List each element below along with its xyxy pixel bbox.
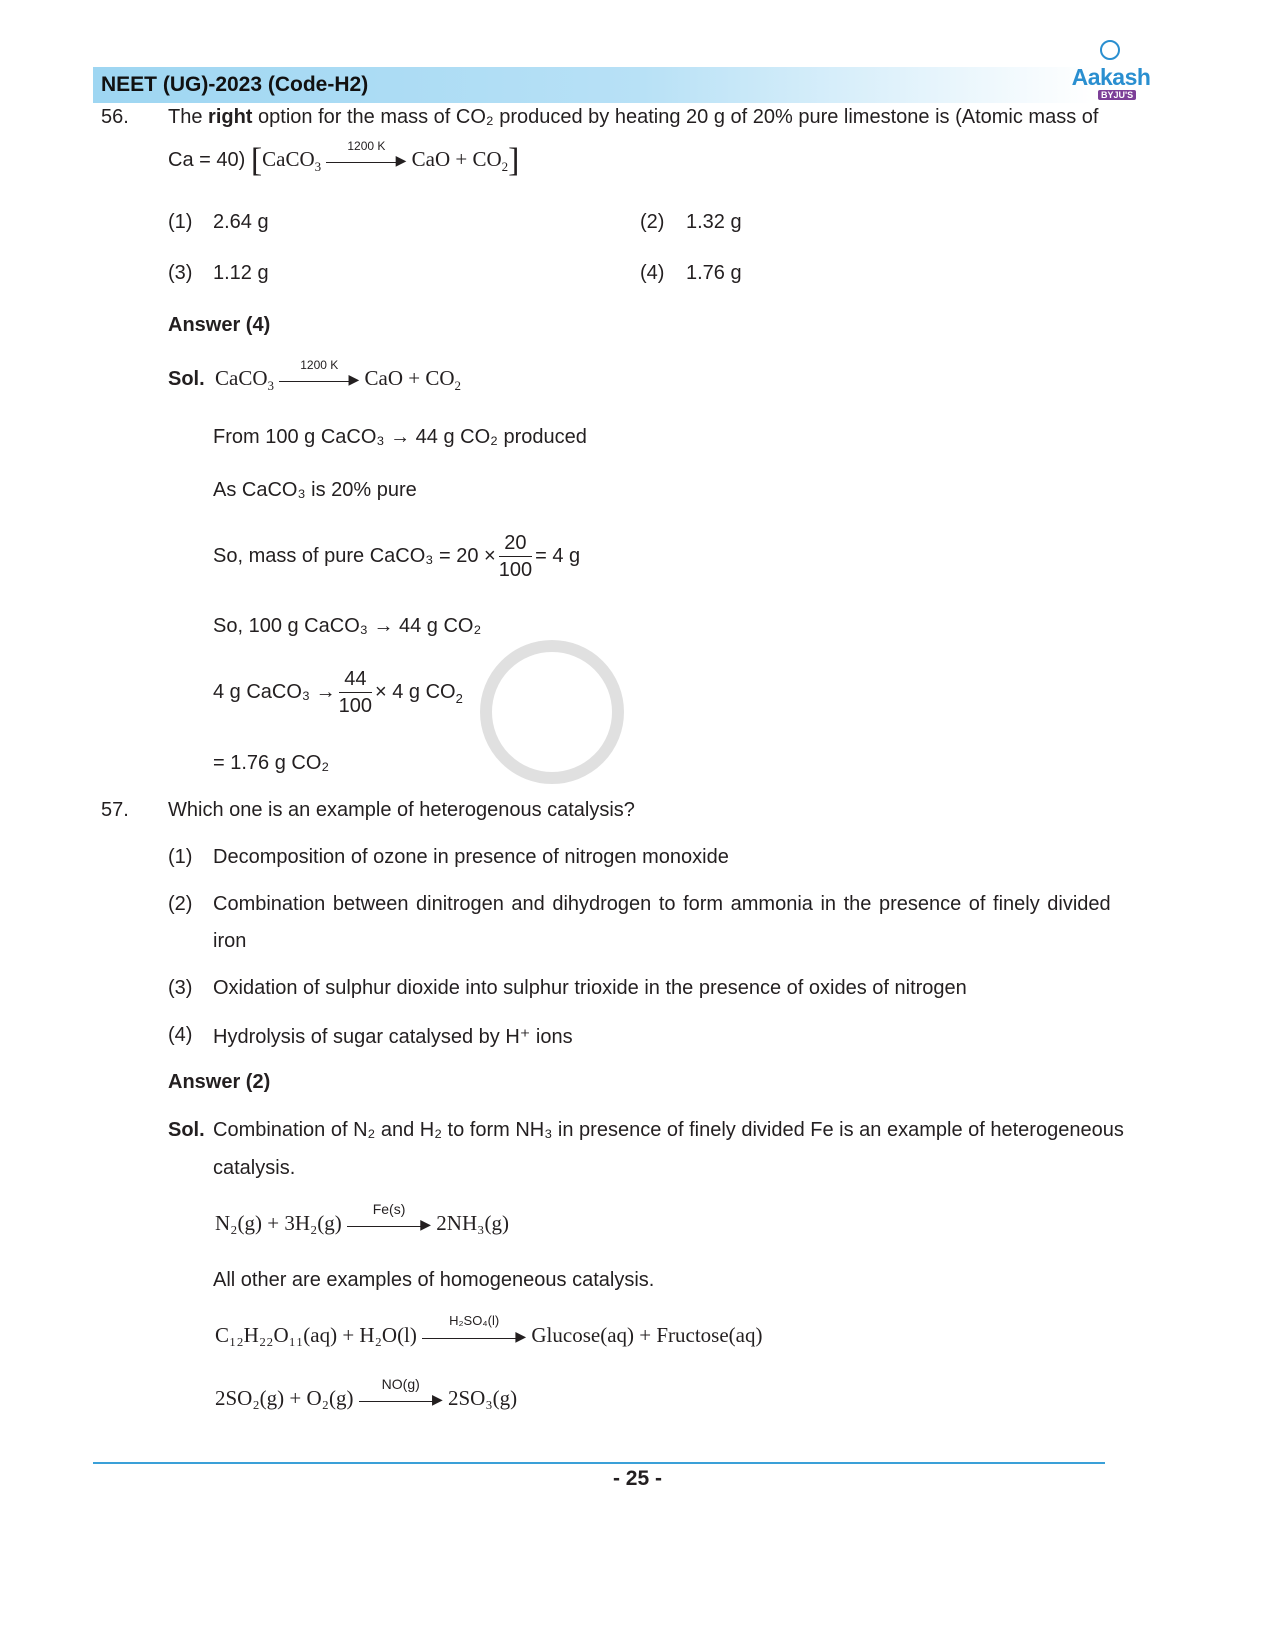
option-2-text-cont: iron (213, 930, 247, 952)
eq-reactant-sub: 3 (314, 159, 322, 175)
solution-text-cont: catalysis. (213, 1157, 296, 1179)
arrow-condition: 1200 K (347, 139, 386, 154)
sol-l3-result: = 4 g (535, 545, 581, 567)
option-3-text: 1.12 g (213, 262, 269, 284)
option-2: (2) (168, 893, 193, 915)
option-2-text: Combination between dinitrogen and dihydrogen to form ammonia in the presence of finely divided (213, 893, 1111, 915)
option-3-text: Oxidation of sulphur dioxide into sulphur trioxide in the presence of oxides of nitrogen (213, 977, 967, 999)
sol-l5-post: × 4 g CO (375, 681, 456, 703)
eq1-right: 2NH₃(g) (436, 1211, 509, 1235)
watermark-emblem-icon (480, 640, 624, 784)
fraction (499, 530, 532, 583)
solution-line-3 (213, 530, 580, 583)
equation-ammonia (215, 1201, 509, 1236)
page-number: - 25 - (612, 1467, 662, 1490)
question-text-bold: right (208, 106, 253, 128)
sol-reaction-arrow: 1200 K ▶ (279, 370, 359, 390)
fraction-denominator: 100 (498, 559, 533, 581)
solution-text: Combination of N₂ and H₂ to form NH₃ in presence of finely divided Fe is an example of heterogeneous (213, 1119, 1124, 1141)
eq3-arrow: NO(g) ▶ (359, 1390, 443, 1410)
solution-equation (215, 358, 462, 394)
question-text-pre: The (168, 106, 209, 128)
question-equation-line (168, 139, 520, 180)
solution-label: Sol. (168, 368, 205, 390)
question-number: 57. (101, 799, 129, 821)
solution-line-5 (213, 666, 463, 719)
answer-label: Answer (4) (168, 314, 271, 336)
option-3: (3) (168, 262, 193, 284)
eq1-left: N₂(g) + 3H₂(g) (215, 1211, 342, 1235)
reaction-arrow: 1200 K ▶ (326, 151, 406, 171)
sol-eq-reactant: CaCO (215, 366, 268, 390)
fraction-numerator: 44 (339, 666, 372, 693)
fraction (339, 666, 372, 719)
logo-text: Aakash (1071, 64, 1151, 90)
eq2-left: C₁₂H₂₂O₁₁(aq) + H₂O(l) (215, 1323, 417, 1347)
eq2-arrow: H₂SO₄(l) ▶ (422, 1327, 526, 1347)
fraction-numerator: 20 (499, 530, 532, 557)
option-4: (4) (640, 262, 665, 284)
option-2-text: 1.32 g (686, 211, 742, 233)
eq3-condition: NO(g) (381, 1376, 420, 1393)
option-3: (3) (168, 977, 193, 999)
solution-line-1: From 100 g CaCO₃ → 44 g CO₂ produced (213, 426, 587, 448)
answer-label: Answer (2) (168, 1071, 271, 1093)
sol-l5-pre: 4 g CaCO₃ → (213, 681, 336, 703)
equation-sucrose (215, 1313, 763, 1348)
sol-l5-sub: 2 (455, 690, 463, 706)
sol-eq-products: CaO + CO (364, 366, 455, 390)
option-1 (168, 211, 192, 234)
option-1-text: Decomposition of ozone in presence of nitrogen monoxide (213, 846, 729, 868)
sol-eq-products-sub: 2 (454, 378, 462, 394)
fraction-denominator: 100 (338, 695, 373, 717)
eq2-right: Glucose(aq) + Fructose(aq) (531, 1323, 763, 1347)
logo-sub: BYJU'S (1098, 90, 1136, 100)
eq1-condition: Fe(s) (372, 1201, 406, 1218)
question-text-post: option for the mass of CO₂ produced by heating 20 g of 20% pure limestone is (Atomic mass of (252, 106, 1099, 128)
option-2: (2) (640, 211, 665, 233)
footer-divider (93, 1462, 1105, 1464)
option-4-text: 1.76 g (686, 262, 742, 284)
equation-so3 (215, 1376, 518, 1411)
question-line2-prefix: Ca = 40) (168, 149, 246, 171)
homogeneous-text: All other are examples of homogeneous catalysis. (213, 1269, 655, 1291)
question-number: 56. (101, 106, 129, 128)
question-text (168, 106, 1098, 129)
solution-label: Sol. (168, 1119, 205, 1141)
page-header-title: NEET (UG)-2023 (Code-H2) (101, 73, 369, 96)
option-1: (1) (168, 846, 193, 868)
solution-line-2: As CaCO₃ is 20% pure (213, 479, 417, 501)
aakash-logo (1068, 40, 1154, 102)
eq-products: CaO + CO (411, 147, 502, 171)
question-text: Which one is an example of heterogenous catalysis? (168, 799, 635, 821)
reaction-equation: [CaCO$_3$ 1200 K ▶ CaO + $CO_2$] (250, 139, 520, 180)
eq1-arrow: Fe(s) ▶ (347, 1215, 431, 1235)
eq3-right: 2SO₃(g) (447, 1386, 518, 1410)
eq3-left: 2SO₂(g) + O₂(g) (215, 1386, 354, 1410)
sol-l3-pre: So, mass of pure CaCO₃ = (213, 545, 451, 567)
sol-eq-reactant-sub: 3 (267, 378, 274, 394)
logo-emblem-icon (1100, 40, 1120, 60)
eq-products-sub: 2 (501, 159, 509, 175)
eq2-condition: H₂SO₄(l) (449, 1313, 500, 1329)
eq-reactant: CaCO (262, 147, 315, 171)
option-1-text: 2.64 g (213, 211, 269, 233)
sol-arrow-condition: 1200 K (300, 358, 339, 373)
sol-l3-a: 20 × (456, 545, 496, 567)
option-4: (4) (168, 1024, 193, 1046)
option-4-text: Hydrolysis of sugar catalysed by H⁺ ions (213, 1026, 573, 1048)
option-num: (1) (168, 211, 193, 233)
solution-line-6: = 1.76 g CO₂ (213, 752, 330, 774)
solution-line-4: So, 100 g CaCO₃ → 44 g CO₂ (213, 615, 482, 637)
